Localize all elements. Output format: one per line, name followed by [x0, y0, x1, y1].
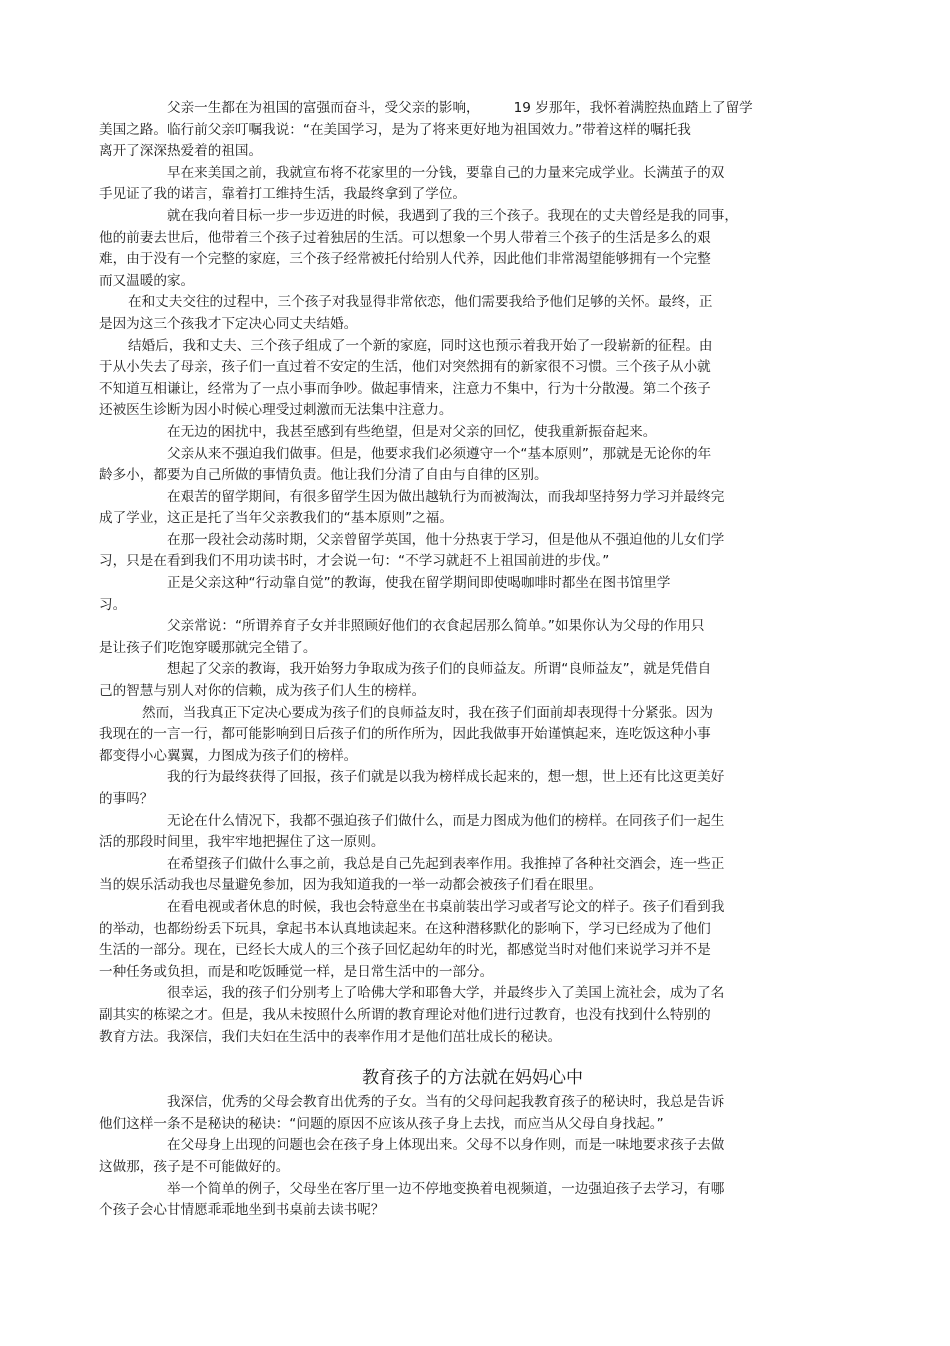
paragraph-line: 早在来美国之前，我就宣布将不花家里的一分钱，要靠自己的力量来完成学业。长满茧子的双 — [167, 164, 725, 181]
paragraph-line: 而又温暖的家。 — [99, 272, 195, 289]
paragraph-line: 在那一段社会动荡时期，父亲曾留学英国，他十分热衷于学习，但是他从不强迫他的儿女们学 — [167, 531, 725, 548]
paragraph-line: 他们这样一条不是秘诀的秘诀：“问题的原因不应该从孩子身上去找，而应当从父母自身找起。” — [99, 1115, 664, 1132]
paragraph-line: 副其实的栋梁之才。但是，我从未按照什么所谓的教育理论对他们进行过教育，也没有找到什么特别的 — [99, 1006, 711, 1023]
paragraph-line: 我深信，优秀的父母会教育出优秀的子女。当有的父母问起我教育孩子的秘诀时，我总是告诉 — [167, 1094, 725, 1111]
paragraph-line: 我的行为最终获得了回报，孩子们就是以我为榜样成长起来的，想一想，世上还有比这更美好 — [167, 769, 725, 786]
paragraph-line: 在希望孩子们做什么事之前，我总是自己先起到表率作用。我推掉了各种社交酒会，连一些正 — [167, 855, 725, 872]
paragraph-line: 个孩子会心甘情愿乖乖地坐到书桌前去读书呢？ — [99, 1202, 385, 1219]
paragraph-line: 难，由于没有一个完整的家庭，三个孩子经常被托付给别人代养，因此他们非常渴望能够拥有一个完整 — [99, 251, 711, 268]
paragraph-line: 结婚后，我和丈夫、三个孩子组成了一个新的家庭，同时这也预示着我开始了一段崭新的征程。由 — [128, 337, 713, 354]
paragraph-line: 父亲从来不强迫我们做事。但是，他要求我们必须遵守一个“基本原则”，那就是无论你的年 — [167, 445, 712, 462]
paragraph-line: 活的那段时间里，我牢牢地把握住了这一原则。 — [99, 834, 385, 851]
paragraph-line: 生活的一部分。现在，已经长大成人的三个孩子回忆起幼年的时光，都感觉当时对他们来说学习并不是 — [99, 942, 711, 959]
paragraph-line: 父亲常说：“所谓养育子女并非照顾好他们的衣食起居那么简单。”如果你认为父母的作用只 — [167, 618, 705, 635]
paragraph-line: 在看电视或者休息的时候，我也会特意坐在书桌前装出学习或者写论文的样子。孩子们看到我 — [167, 898, 725, 915]
paragraph-line: 正是父亲这种“行动靠自觉”的教诲，使我在留学期间即使喝咖啡时都坐在图书馆里学 — [167, 575, 671, 592]
paragraph-line: 举一个简单的例子，父母坐在客厅里一边不停地变换着电视频道，一边强迫孩子去学习，有哪 — [167, 1180, 725, 1197]
section-body — [99, 1092, 821, 1222]
paragraph-line: 是因为这三个孩我才下定决心同丈夫结婚。 — [99, 315, 358, 332]
paragraph-line: 习，只是在看到我们不用功读书时，才会说一句：“不学习就赶不上祖国前进的步伐。” — [99, 553, 610, 570]
paragraph-line: 是让孩子们吃饱穿暖那就完全错了。 — [99, 639, 317, 656]
paragraph-line: 无论在什么情况下，我都不强迫孩子们做什么，而是力图成为他们的榜样。在同孩子们一起生 — [167, 812, 725, 829]
paragraph-line: 龄多小，都要为自己所做的事情负责。他让我们分清了自由与自律的区别。 — [99, 467, 548, 484]
paragraph-line: 一种任务或负担，而是和吃饭睡觉一样，是日常生活中的一部分。 — [99, 963, 494, 980]
paragraph-line: 父亲一生都在为祖国的富强而奋斗，受父亲的影响， 19 岁那年，我怀着满腔热血踏上了留学 — [167, 100, 753, 116]
paragraph-line: 于从小失去了母亲，孩子们一直过着不安定的生活，他们对突然拥有的新家很不习惯。三个孩子从小就 — [99, 359, 711, 376]
paragraph-line: 就在我向着目标一步一步迈进的时候，我遇到了我的三个孩子。我现在的丈夫曾经是我的同事， — [167, 207, 738, 224]
paragraph-line: 的举动，也都纷纷丢下玩具，拿起书本认真地读起来。在这种潜移默化的影响下，学习已经成为了他们 — [99, 920, 711, 937]
paragraph-line: 这做那，孩子是不可能做好的。 — [99, 1158, 290, 1175]
paragraph-line: 成了学业，这正是托了当年父亲教我们的“基本原则”之福。 — [99, 510, 453, 527]
paragraph-line: 教育方法。我深信，我们夫妇在生活中的表率作用才是他们茁壮成长的秘诀。 — [99, 1028, 562, 1045]
paragraph-line: 离开了深深热爱着的祖国。 — [99, 143, 263, 160]
section-gap — [99, 1048, 821, 1066]
paragraph-line: 习。 — [99, 596, 127, 613]
paragraph-line: 己的智慧与别人对你的信赖，成为孩子们人生的榜样。 — [99, 683, 426, 700]
paragraph-line: 不知道互相谦让，经常为了一点小事而争吵。做起事情来，注意力不集中，行为十分散漫。第二个孩子 — [99, 380, 711, 397]
paragraph-line: 美国之路。临行前父亲叮嘱我说：“在美国学习，是为了将来更好地为祖国效力。”带着这样的嘱托我 — [99, 121, 691, 138]
paragraph-line: 我现在的一言一行，都可能影响到日后孩子们的所作所为，因此我做事开始谨慎起来，连吃饭这种小事 — [99, 726, 711, 743]
paragraph-line: 想起了父亲的教诲，我开始努力争取成为孩子们的良师益友。所谓“良师益友”，就是凭借自 — [167, 661, 712, 678]
paragraph-line: 他的前妻去世后，他带着三个孩子过着独居的生活。可以想象一个男人带着三个孩子的生活是多么的艰 — [99, 229, 711, 246]
paragraph-line: 都变得小心翼翼，力图成为孩子们的榜样。 — [99, 747, 358, 764]
paragraph-line: 手见证了我的诺言，靠着打工维持生活，我最终拿到了学位。 — [99, 186, 467, 203]
paragraph-line: 在艰苦的留学期间，有很多留学生因为做出越轨行为而被淘汰，而我却坚持努力学习并最终完 — [167, 488, 725, 505]
paragraph-line: 然而，当我真正下定决心要成为孩子们的良师益友时，我在孩子们面前却表现得十分紧张。因为 — [142, 704, 713, 721]
paragraph-line: 还被医生诊断为因小时候心理受过刺激而无法集中注意力。 — [99, 402, 453, 419]
paragraph-line: 在无边的困扰中，我甚至感到有些绝望，但是对父亲的回忆，使我重新振奋起来。 — [167, 423, 657, 440]
section-heading: 教育孩子的方法就在妈妈心中 — [362, 1068, 583, 1089]
paragraph-line: 当的娱乐活动我也尽量避免参加，因为我知道我的一举一动都会被孩子们看在眼里。 — [99, 877, 602, 894]
document-page — [99, 98, 821, 1222]
paragraph-line: 的事吗？ — [99, 791, 154, 807]
paragraph-line: 在和丈夫交往的过程中，三个孩子对我显得非常依恋，他们需要我给予他们足够的关怀。最终，正 — [128, 294, 713, 311]
paragraph-line: 在父母身上出现的问题也会在孩子身上体现出来。父母不以身作则，而是一味地要求孩子去做 — [167, 1137, 725, 1154]
paragraph-line: 很幸运，我的孩子们分别考上了哈佛大学和耶鲁大学，并最终步入了美国上流社会，成为了名 — [167, 985, 725, 1002]
body-text — [99, 98, 821, 1048]
